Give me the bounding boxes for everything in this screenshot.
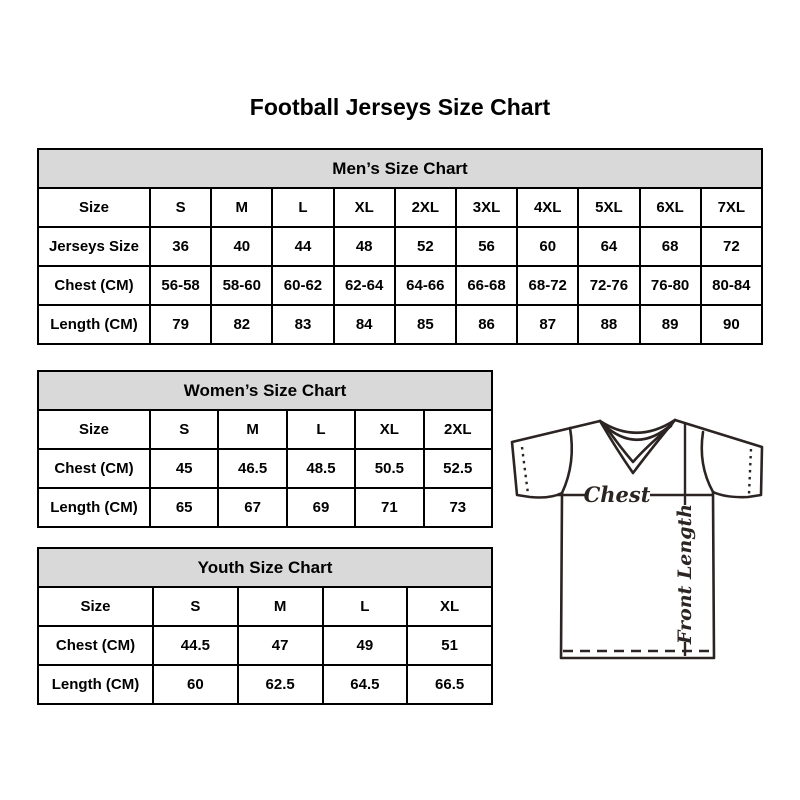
value-cell: 4XL xyxy=(517,188,578,227)
row-label-cell: Size xyxy=(38,188,150,227)
table-title: Men’s Size Chart xyxy=(38,149,762,188)
value-cell: L xyxy=(287,410,355,449)
value-cell: 49 xyxy=(323,626,408,665)
table-row xyxy=(38,188,762,227)
row-label-cell: Length (CM) xyxy=(38,665,153,704)
value-cell: 76-80 xyxy=(640,266,701,305)
table-row xyxy=(38,410,492,449)
row-label-cell: Chest (CM) xyxy=(38,626,153,665)
left-armhole-seam xyxy=(562,428,572,493)
value-cell: S xyxy=(150,410,218,449)
value-cell: 64.5 xyxy=(323,665,408,704)
value-cell: 60 xyxy=(153,665,238,704)
row-label-cell: Size xyxy=(38,587,153,626)
value-cell: 90 xyxy=(701,305,762,344)
table-row xyxy=(38,266,762,305)
jersey-measurement-diagram xyxy=(505,405,775,670)
right-armhole-seam xyxy=(702,432,713,492)
value-cell: 72 xyxy=(701,227,762,266)
value-cell: 62.5 xyxy=(238,665,323,704)
right-cuff-stitch-line xyxy=(749,449,751,494)
value-cell: 71 xyxy=(355,488,423,527)
left-cuff-stitch-line xyxy=(522,447,528,494)
chest-label: Chest xyxy=(583,482,651,507)
value-cell: 79 xyxy=(150,305,211,344)
value-cell: 6XL xyxy=(640,188,701,227)
value-cell: 56-58 xyxy=(150,266,211,305)
value-cell: XL xyxy=(334,188,395,227)
value-cell: 2XL xyxy=(395,188,456,227)
value-cell: 88 xyxy=(578,305,639,344)
value-cell: 82 xyxy=(211,305,272,344)
row-label-cell: Chest (CM) xyxy=(38,449,150,488)
table-title-row xyxy=(38,548,492,587)
value-cell: 47 xyxy=(238,626,323,665)
value-cell: 51 xyxy=(407,626,492,665)
row-label-cell: Length (CM) xyxy=(38,305,150,344)
value-cell: 60-62 xyxy=(272,266,333,305)
value-cell: 5XL xyxy=(578,188,639,227)
table-title: Women’s Size Chart xyxy=(38,371,492,410)
value-cell: 45 xyxy=(150,449,218,488)
value-cell: S xyxy=(150,188,211,227)
front-length-label: Front Length xyxy=(674,503,696,645)
value-cell: 52 xyxy=(395,227,456,266)
value-cell: 50.5 xyxy=(355,449,423,488)
mens-size-table xyxy=(37,148,763,345)
row-label-cell: Size xyxy=(38,410,150,449)
womens-size-table xyxy=(37,370,493,528)
value-cell: 84 xyxy=(334,305,395,344)
value-cell: 44 xyxy=(272,227,333,266)
value-cell: 60 xyxy=(517,227,578,266)
youth-size-table xyxy=(37,547,493,705)
table-title-row xyxy=(38,371,492,410)
table-title-row xyxy=(38,149,762,188)
value-cell: 36 xyxy=(150,227,211,266)
value-cell: 87 xyxy=(517,305,578,344)
table-row xyxy=(38,227,762,266)
value-cell: 73 xyxy=(424,488,492,527)
value-cell: S xyxy=(153,587,238,626)
value-cell: L xyxy=(323,587,408,626)
value-cell: 83 xyxy=(272,305,333,344)
value-cell: 65 xyxy=(150,488,218,527)
table-row xyxy=(38,665,492,704)
table-row xyxy=(38,626,492,665)
table-row xyxy=(38,305,762,344)
value-cell: 64-66 xyxy=(395,266,456,305)
value-cell: 56 xyxy=(456,227,517,266)
value-cell: 68 xyxy=(640,227,701,266)
value-cell: 48.5 xyxy=(287,449,355,488)
table-row xyxy=(38,488,492,527)
value-cell: 66-68 xyxy=(456,266,517,305)
value-cell: 58-60 xyxy=(211,266,272,305)
value-cell: 80-84 xyxy=(701,266,762,305)
table-title: Youth Size Chart xyxy=(38,548,492,587)
value-cell: 86 xyxy=(456,305,517,344)
value-cell: XL xyxy=(355,410,423,449)
value-cell: 62-64 xyxy=(334,266,395,305)
value-cell: M xyxy=(238,587,323,626)
value-cell: 66.5 xyxy=(407,665,492,704)
value-cell: M xyxy=(218,410,286,449)
value-cell: 89 xyxy=(640,305,701,344)
value-cell: 52.5 xyxy=(424,449,492,488)
value-cell: 40 xyxy=(211,227,272,266)
value-cell: 67 xyxy=(218,488,286,527)
row-label-cell: Jerseys Size xyxy=(38,227,150,266)
table-row xyxy=(38,449,492,488)
value-cell: 69 xyxy=(287,488,355,527)
value-cell: M xyxy=(211,188,272,227)
value-cell: XL xyxy=(407,587,492,626)
jersey-diagram-svg xyxy=(505,405,775,670)
value-cell: 64 xyxy=(578,227,639,266)
value-cell: 3XL xyxy=(456,188,517,227)
table-row xyxy=(38,587,492,626)
value-cell: L xyxy=(272,188,333,227)
value-cell: 7XL xyxy=(701,188,762,227)
value-cell: 72-76 xyxy=(578,266,639,305)
value-cell: 68-72 xyxy=(517,266,578,305)
value-cell: 44.5 xyxy=(153,626,238,665)
row-label-cell: Chest (CM) xyxy=(38,266,150,305)
value-cell: 2XL xyxy=(424,410,492,449)
value-cell: 48 xyxy=(334,227,395,266)
value-cell: 46.5 xyxy=(218,449,286,488)
page-title: Football Jerseys Size Chart xyxy=(249,94,551,120)
value-cell: 85 xyxy=(395,305,456,344)
row-label-cell: Length (CM) xyxy=(38,488,150,527)
